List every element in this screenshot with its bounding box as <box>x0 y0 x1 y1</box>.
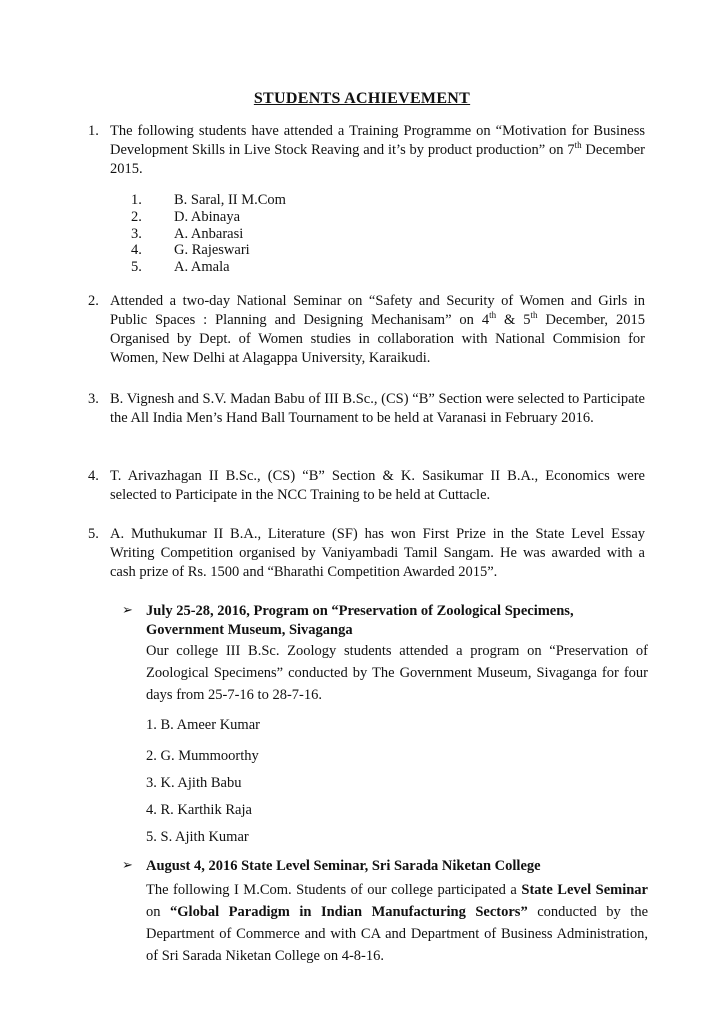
achievement-item-1 <box>88 122 645 179</box>
list-number: 2. <box>131 208 142 225</box>
student-name: G. Rajeswari <box>174 242 250 259</box>
item-text <box>110 293 645 366</box>
body-bold-text: “Global Paradigm in Indian Manufacturing Sectors” <box>170 904 528 920</box>
item-text-part: The following students have attended a Training Programme on “Motivation for Business Development Skills in Live Stock Reaving and it’s by product production” on 7 <box>110 123 645 158</box>
page-title: STUDENTS ACHIEVEMENT <box>253 90 471 107</box>
achievement-item-5 <box>88 525 645 582</box>
achievement-item-3 <box>88 390 645 428</box>
section-august-body <box>146 879 648 967</box>
body-text: The following I M.Com. Students of our college participated a <box>146 882 522 898</box>
student-name: D. Abinaya <box>174 208 241 225</box>
item-number: 2. <box>88 293 99 309</box>
arrow-bullet-icon: ➢ <box>122 602 133 617</box>
item-text-part: & 5 <box>496 312 531 328</box>
body-bold-text: State Level Seminar <box>521 882 648 898</box>
item-number: 4. <box>88 468 99 484</box>
list-number: 1. <box>131 192 142 208</box>
item-text-part: Attended a two-day National Seminar on “Safety and Security of Women and Girls in Public Spaces : Planning and Designing Mechanisam” on 4 <box>110 293 645 328</box>
achievement-item-2 <box>88 292 645 368</box>
list-item: 1. B. Ameer Kumar <box>146 717 260 733</box>
arrow-bullet-icon: ➢ <box>122 857 133 872</box>
item-text: B. Vignesh and S.V. Madan Babu of III B.Sc., (CS) “B” Section were selected to Participate the All India Men’s Hand Ball Tournament to be held at Varanasi in February 2016. <box>110 391 645 426</box>
item-number: 1. <box>88 123 99 139</box>
item-number: 5. <box>88 526 99 542</box>
item-text: T. Arivazhagan II B.Sc., (CS) “B” Section & K. Sasikumar II B.A., Economics were selected to Participate in the NCC Training to be held at Cuttacle. <box>110 468 645 503</box>
superscript: th <box>530 310 538 321</box>
list-item: 4. R. Karthik Raja <box>146 802 252 818</box>
list-item: 5. S. Ajith Kumar <box>146 829 249 845</box>
section-heading: August 4, 2016 State Level Seminar, Sri Sarada Niketan College <box>146 858 541 874</box>
superscript: th <box>574 140 582 151</box>
item-text-part: December 2015. <box>110 142 645 177</box>
body-text: on <box>146 904 171 920</box>
section-july-body: Our college III B.Sc. Zoology students attended a program on “Preservation of Zoological Specimens” conducted by The Government Museum, Sivaganga for four days from 25-7-16 to 28-7-16. <box>146 643 648 703</box>
student-name: A. Amala <box>174 259 230 276</box>
item-number: 3. <box>88 391 99 407</box>
section-heading: July 25-28, 2016, Program on “Preservation of Zoological Specimens, Government Museum, Sivaganga <box>146 603 574 638</box>
achievement-item-4 <box>88 467 645 505</box>
body-text: conducted by the Department of Commerce and with CA and Department of Business Administration, of Sri Sarada Niketan College on 4-8-16. <box>146 904 649 964</box>
list-number: 5. <box>131 259 142 276</box>
list-item: 2. G. Mummoorthy <box>146 748 259 764</box>
item-text: A. Muthukumar II B.A., Literature (SF) has won First Prize in the State Level Essay Writing Competition organised by Vaniyambadi Tamil Sangam. He was awarded with a cash prize of Rs. 1500 and “Bharathi Competition Awarded 2015”. <box>110 526 645 580</box>
item-text-part: December, 2015 Organised by Dept. of Women studies in collaboration with National Commision for Women, New Delhi at Alagappa University, Karaikudi. <box>110 312 645 366</box>
student-name: B. Saral, II M.Com <box>174 192 286 208</box>
student-name: A. Anbarasi <box>174 225 244 242</box>
list-item: 3. K. Ajith Babu <box>146 775 242 791</box>
list-number: 3. <box>131 225 142 242</box>
list-number: 4. <box>131 242 142 259</box>
superscript: th <box>489 310 497 321</box>
item-text <box>110 123 645 177</box>
